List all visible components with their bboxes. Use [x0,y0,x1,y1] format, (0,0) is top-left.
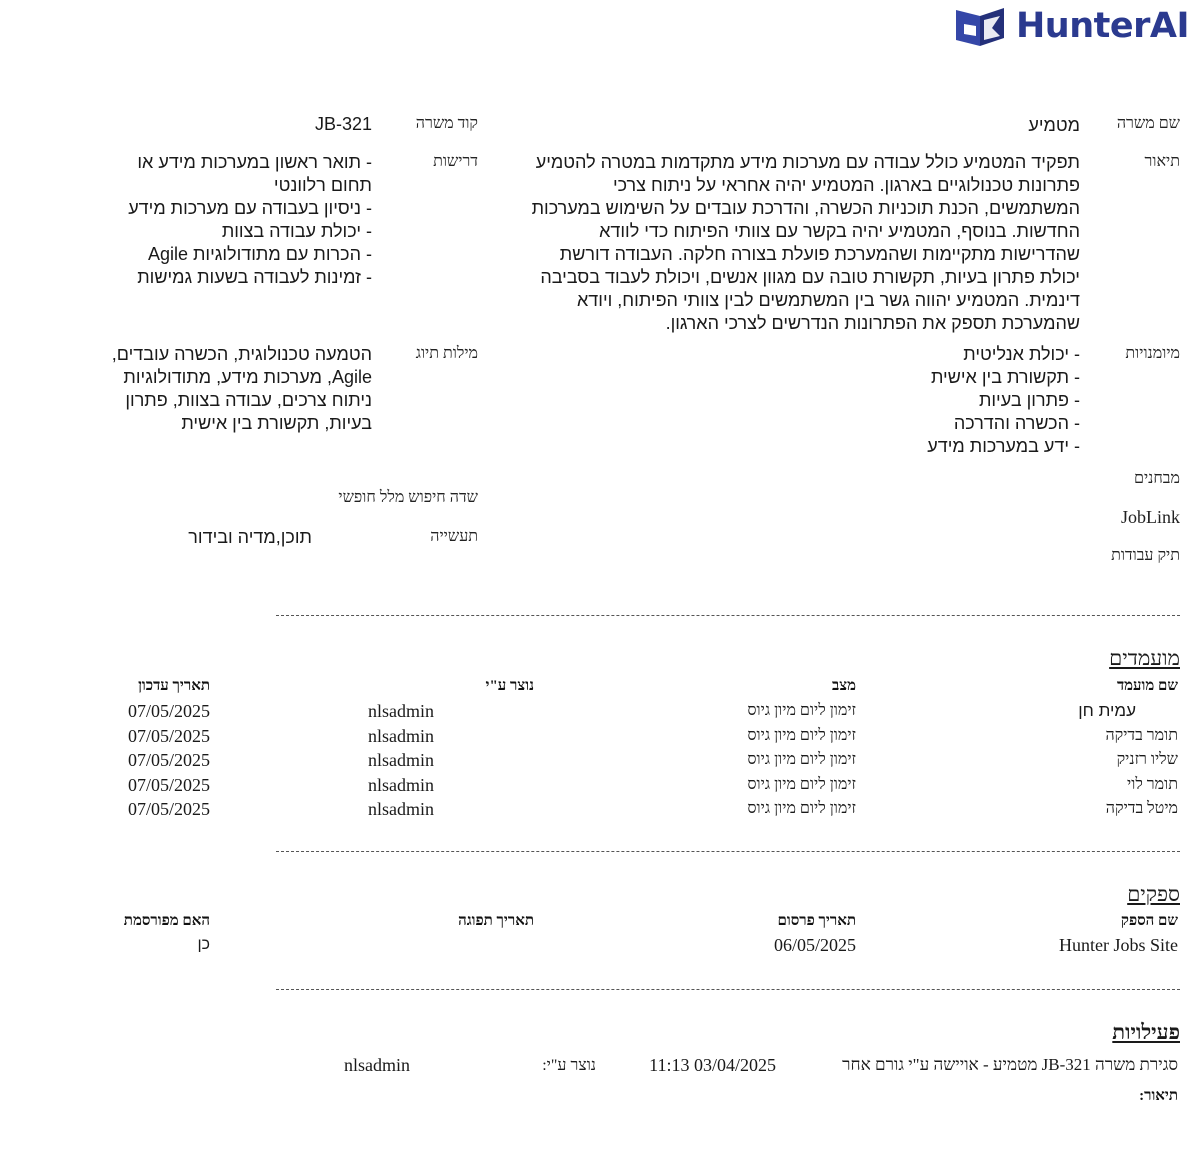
job-title-label: שם משרה [1116,115,1180,132]
candidate-updated-date: 07/05/2025 [127,725,210,746]
activity-created-by-label: נוצר ע"י: [542,1057,596,1074]
suppliers-header-name: שם הספק [1120,913,1178,929]
candidate-status: זימון ליום מיון גיוס [747,726,856,744]
skills-list: - יכולת אנליטית - תקשורת בין אישית - פתרון בעיות - הכשרה והדרכה - ידע במערכות מידע [927,344,1080,456]
candidates-col-name [1078,699,1178,822]
suppliers-header-expiry: תאריך תפוגה [458,913,534,929]
candidates-col-updated [128,699,210,822]
activity-created-by-value: nlsadmin [344,1055,410,1075]
candidate-status: זימון ליום מיון גיוס [747,800,856,817]
exams-label: מבחנים [1133,470,1180,487]
candidate-status: זימון ליום מיון גיוס [747,702,856,719]
candidates-header-name: שם מועמד [1116,678,1178,694]
candidate-name[interactable]: תומר לוי [1127,775,1178,793]
candidate-status: זימון ליום מיון גיוס [747,751,856,768]
section-divider [276,989,1180,990]
supplier-published-date: 06/05/2025 [773,935,856,955]
industry-value: תוכן,מדיה ובידור [188,527,312,547]
candidate-name[interactable]: שליו רזניק [1116,751,1178,768]
job-title-value: מטמיע [1028,115,1080,135]
candidate-name[interactable]: עמית חן [1078,701,1136,720]
candidate-created-by: nlsadmin [368,725,434,746]
tags-list: הטמעה טכנולוגית, הכשרה עובדים, Agile, מערכות מידע, מתודולוגיות ניתוח צרכים, עבודה בצוות, פתרון בעיות, תקשורת בין אישית [111,344,372,433]
job-code-label: קוד משרה [415,115,478,132]
description-text: תפקיד המטמיע כולל עבודה עם מערכות מידע מתקדמות במטרה להטמיע פתרונות טכנולוגיים בארגון. המטמיע יהיה אחראי על ניתוח צרכי המשתמשים, הכנת תוכניות הכשרה, והדרכת עובדים על השימוש במערכות החדשות. בנוסף, המטמיע יהיה בקשר עם צוותי הפיתוח כדי לוודא שהדרישות מתקיימות ושהמערכת פועלת בצורה חלקה. העבודה דורשת יכולת פתרון בעיות, תקשורת טובה עם מגוון אנשים, ויכולת לעבוד בסביבה דינמית. המטמיע יהווה גשר בין המשתמשים לבין צוותי הפיתוח, ויודא שהמערכת תספק את הפתרונות הנדרשים לצרכי הארגון. [531,152,1080,333]
candidate-updated-date: 07/05/2025 [127,701,210,721]
tags-label: מילות תיוג [415,345,478,362]
candidate-name[interactable]: מיטל בדיקה [1105,800,1178,817]
candidates-section-title: מועמדים [1109,646,1180,670]
candidate-created-by: nlsadmin [368,774,434,795]
activity-datetime: 11:13 03/04/2025 [649,1055,776,1075]
skills-label: מיומנויות [1125,345,1180,362]
brand-logo [956,4,1189,50]
candidate-updated-date: 07/05/2025 [127,799,210,819]
description-label: תיאור [1144,153,1180,170]
supplier-name[interactable]: Hunter Jobs Site [1059,935,1178,955]
candidate-name[interactable]: תומר בדיקה [1105,726,1178,744]
activities-section-title: פעילויות [1112,1020,1180,1044]
candidate-updated-date: 07/05/2025 [127,774,210,795]
joblink-label: JobLink [1120,507,1180,527]
candidates-header-created-by: נוצר ע"י [485,678,534,694]
free-search-label: שדה חיפוש מלל חופשי [338,489,478,506]
candidates-col-status [747,699,856,822]
candidate-created-by: nlsadmin [368,799,434,819]
suppliers-header-published: תאריך פרסום [777,913,856,929]
candidate-created-by: nlsadmin [368,750,434,770]
candidate-updated-date: 07/05/2025 [127,750,210,770]
supplier-is-published: כן [197,936,210,953]
hunterai-logo-icon [956,6,1006,48]
activity-text[interactable]: סגירת משרה JB-321 מטמיע - אויישה ע"י גורם אחר [842,1055,1178,1074]
section-divider [276,851,1180,852]
suppliers-header-is-published: האם מפורסמת [123,913,210,929]
brand-name: HunterAI [1016,6,1189,46]
activity-description-label: תיאור: [1139,1088,1178,1104]
industry-label: תעשייה [430,528,478,545]
requirements-label: דרישות [433,153,478,170]
candidates-col-created-by [368,699,434,822]
jobs-file-label: תיק עבודות [1111,547,1180,564]
requirements-list: - תואר ראשון במערכות מידע או תחום רלוונטי - ניסיון בעבודה עם מערכות מידע - יכולת עבודה בצוות - הכרות עם מתודולוגיות Agile - זמינות לעבודה בשעות גמישות [128,152,372,287]
candidate-created-by: nlsadmin [368,701,434,721]
candidate-status: זימון ליום מיון גיוס [747,775,856,793]
section-divider [276,615,1180,616]
job-code-value: JB-321 [314,114,372,134]
suppliers-section-title: ספקים [1127,882,1180,906]
candidates-header-updated: תאריך עדכון [138,678,210,694]
candidates-header-status: מצב [832,678,856,694]
